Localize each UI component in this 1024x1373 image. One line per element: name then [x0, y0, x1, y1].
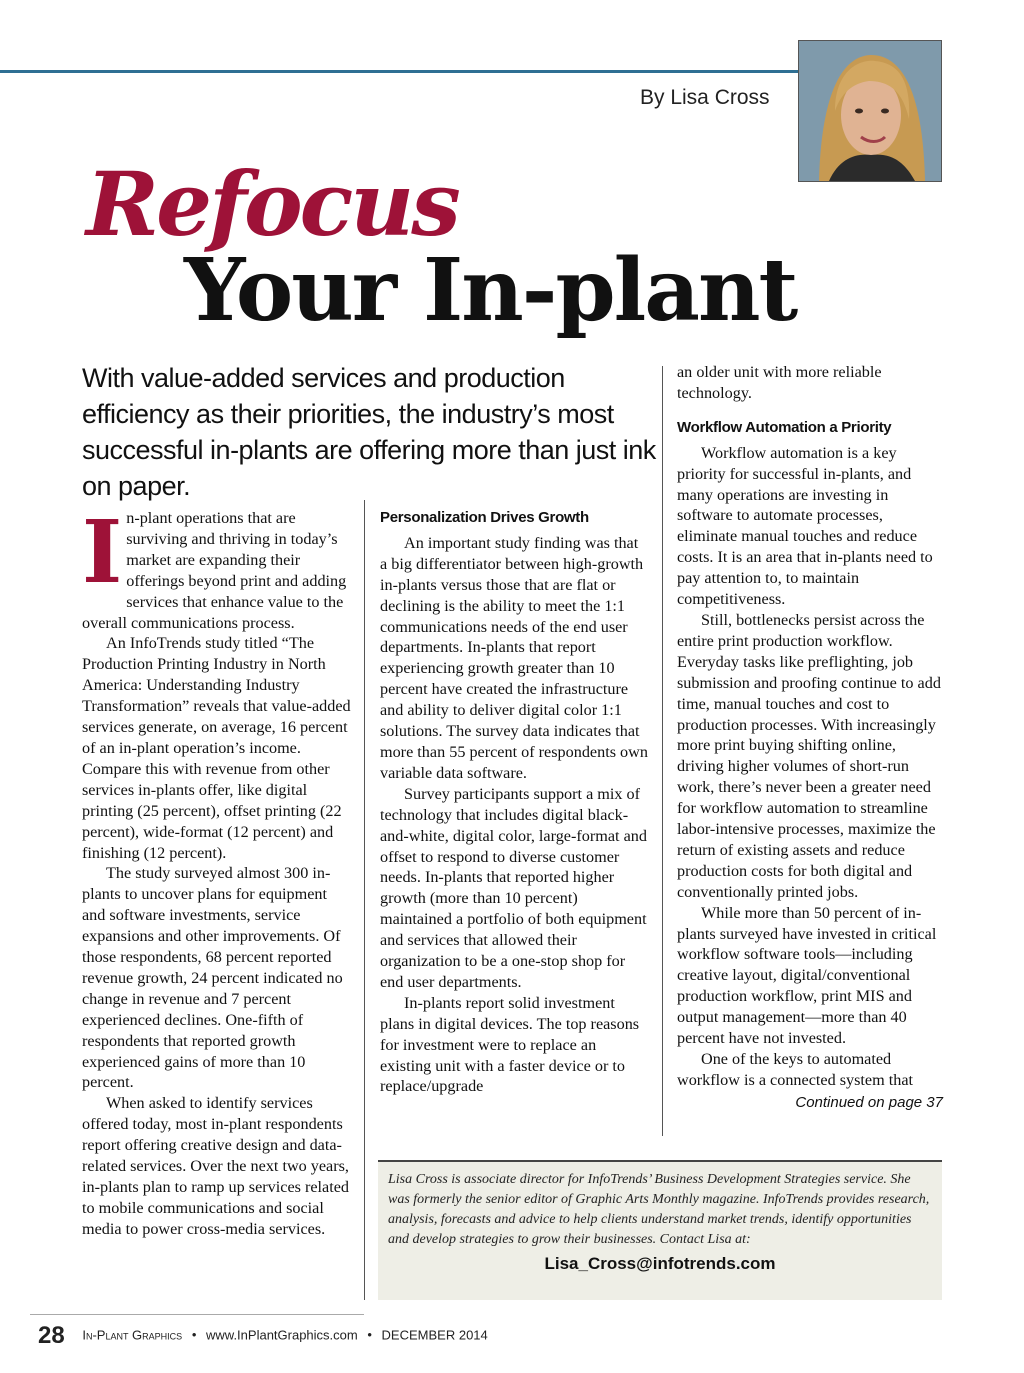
- column-divider: [364, 500, 365, 1300]
- article-column-1: [82, 502, 354, 1240]
- footer-rule: [30, 1314, 364, 1315]
- title-your-in-plant: Your In-plant: [184, 240, 797, 341]
- paragraph: Survey participants support a mix of technology that includes digital black-and-white, digital color, large-format and offset to respond to diverse customer needs. In-plants that reported higher growth (more than 10 percent) maintained a portfolio of both equipment and services that allowed their organization to be a one-stop shop for end user departments.: [380, 784, 647, 991]
- contact-email[interactable]: Lisa_Cross@infotrends.com: [544, 1254, 776, 1273]
- article-column-3: [677, 362, 943, 1114]
- paragraph: Workflow automation is a key priority for successful in-plants, and many operations are investing in software to automate processes, eliminate manual touches and reduce costs. It is an area that in-plants need to pay attention to, to maintain competitiveness.: [677, 443, 933, 609]
- page-footer: [38, 1322, 488, 1350]
- paragraph: When asked to identify services offered today, most in-plant respondents report offering creative design and data-related services. Over the next two years, in-plants plan to ramp up services related to mobile communications and social media to power cross-media services.: [82, 1094, 350, 1238]
- subhead-personalization: Personalization Drives Growth: [380, 509, 589, 526]
- paragraph: One of the keys to automated workflow is a connected system that: [677, 1050, 914, 1089]
- author-bio-box: [378, 1160, 942, 1300]
- paragraph: Still, bottlenecks persist across the entire print production workflow. Everyday tasks like preflighting, job submission and proofing continue to add time, manual touches and cost to production processes. With increasingly more print buying shifting online, driving higher volumes of short-run work, there’s never been a greater need for workflow automation to streamline labor-intensive processes, maximize the return of existing assets and reduce production costs for both digital and conventionally printed jobs.: [677, 610, 941, 901]
- drop-cap: I: [82, 502, 123, 603]
- separator-bullet: •: [191, 1327, 197, 1343]
- paragraph: The study surveyed almost 300 in-plants to uncover plans for equipment and software investments, service expansions and other improvements. Of those respondents, 68 percent reported revenue growth, 24 percent indicated no change in revenue and 7 percent experienced declines. One-fifth of respondents that reported growth experienced gains of more than 10 percent.: [82, 864, 343, 1092]
- paragraph: an older unit with more reliable technology.: [677, 363, 882, 402]
- column-divider: [662, 366, 663, 1136]
- paragraph: An InfoTrends study titled “The Production Printing Industry in North America: Understanding Industry Transformation” reveals that value-added services generate, on average, 16 percent of an in-plant operation’s income. Compare this with revenue from other services in-plants offer, like digital printing (25 percent), offset printing (22 percent), wide-format (12 percent) and finishing (12 percent).: [82, 634, 351, 862]
- publication-name: In-Plant Graphics: [82, 1327, 183, 1343]
- paragraph: While more than 50 percent of in-plants surveyed have invested in critical workflow software tools—including creative layout, digital/conventional production workflow, print MIS and output management—more than 40 percent have not invested.: [677, 903, 937, 1048]
- deck-subtitle: With value-added services and production efficiency as their priorities, the industry’s most successful in-plants are offering more than just ink on paper.: [82, 363, 656, 501]
- paragraph: n-plant operations that are surviving and thriving in today’s market are expanding their offerings beyond print and adding services that enhance value to the overall communications process.: [82, 509, 347, 632]
- issue-date: DECEMBER 2014: [381, 1327, 488, 1343]
- separator-bullet: •: [367, 1327, 372, 1343]
- bio-text: Lisa Cross is associate director for InfoTrends’ Business Development Strategies service. She was formerly the senior editor of Graphic Arts Monthly magazine. InfoTrends provides research, analysis, forecasts and advice to help clients understand market trends, identify opportunities and develop strategies to grow their businesses. Contact Lisa at:: [388, 1172, 930, 1247]
- header-rule: [0, 70, 800, 73]
- author-photo: [798, 40, 942, 182]
- paragraph: In-plants report solid investment plans in digital devices. The top reasons for investment were to replace an existing unit with a faster device or to replace/upgrade: [380, 993, 640, 1096]
- title-refocus: Refocus: [86, 152, 458, 256]
- paragraph: An important study finding was that a big differentiator between high-growth in-plants versus those that are flat or declining is the ability to meet the 1:1 communications needs of the end user departments. In-plants that report experiencing growth greater than 10 percent have created the infrastructure and ability to deliver digital color 1:1 solutions. The survey data indicates that more than 55 percent of respondents own variable data software.: [380, 533, 648, 782]
- page-number: 28: [38, 1322, 65, 1349]
- subhead-workflow: Workflow Automation a Priority: [677, 418, 892, 436]
- continued-note: Continued on page 37: [795, 1093, 943, 1111]
- website-link[interactable]: www.InPlantGraphics.com: [206, 1327, 358, 1343]
- article-column-2: [380, 508, 648, 1097]
- byline: By Lisa Cross: [640, 86, 770, 109]
